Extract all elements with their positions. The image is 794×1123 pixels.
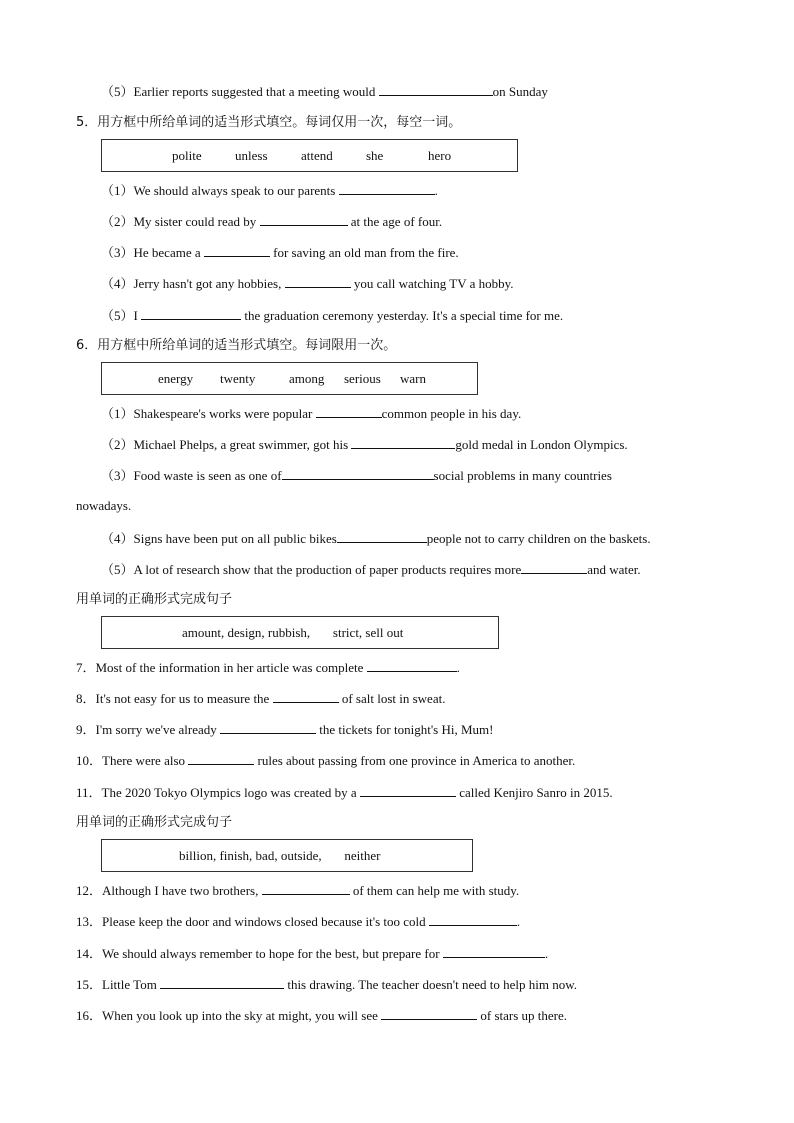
answer-blank[interactable]: [282, 467, 434, 480]
word-box: [101, 139, 518, 172]
word-box-item: attend: [301, 148, 333, 163]
question-line: 10．There were also rules about passing from one province in America to another.: [76, 753, 576, 768]
question-line: （1）We should always speak to our parents .: [101, 183, 438, 198]
word-box-item: twenty: [220, 371, 256, 386]
question-line: 12．Although I have two brothers, of them can help me with study.: [76, 883, 520, 898]
answer-blank[interactable]: [360, 784, 456, 797]
question-line: 11．The 2020 Tokyo Olympics logo was created by a called Kenjiro Sanro in 2015.: [76, 785, 613, 800]
question-line: （1）Shakespeare's works were popular common people in his day.: [101, 406, 522, 421]
question-line: （5）Earlier reports suggested that a meeting would on Sunday: [101, 84, 548, 99]
question-line: （3）Food waste is seen as one of social problems in many countries: [101, 468, 612, 483]
section-title: 5．用方框中所给单词的适当形式填空。每词仅用一次，每空一词。: [76, 115, 462, 130]
answer-blank[interactable]: [260, 213, 348, 226]
answer-blank[interactable]: [351, 436, 455, 449]
question-line: 15．Little Tom this drawing. The teacher doesn't need to help him now.: [76, 977, 578, 992]
question-line: （5）A lot of research show that the production of paper products requires more and water.: [101, 562, 641, 577]
answer-blank[interactable]: [285, 275, 351, 288]
answer-blank[interactable]: [429, 913, 517, 926]
answer-blank[interactable]: [443, 945, 545, 958]
word-box-item: energy: [158, 371, 194, 386]
answer-blank[interactable]: [379, 83, 493, 96]
question-line: 7．Most of the information in her article was complete .: [76, 660, 460, 675]
word-box-item: she: [366, 148, 384, 163]
word-box-item: among: [289, 371, 325, 386]
question-line: （5）I the graduation ceremony yesterday. It's a special time for me.: [101, 308, 564, 323]
word-box-item: unless: [235, 148, 268, 163]
answer-blank[interactable]: [204, 244, 270, 257]
answer-blank[interactable]: [188, 752, 254, 765]
word-box-item: serious: [344, 371, 381, 386]
answer-blank[interactable]: [220, 721, 316, 734]
question-line: 16．When you look up into the sky at might, you will see of stars up there.: [76, 1008, 567, 1023]
answer-blank[interactable]: [262, 882, 350, 895]
word-box: [101, 362, 478, 395]
answer-blank[interactable]: [521, 561, 587, 574]
answer-blank[interactable]: [337, 530, 427, 543]
question-line-continued: nowadays.: [76, 498, 132, 513]
answer-blank[interactable]: [381, 1007, 477, 1020]
question-line: 13．Please keep the door and windows closed because it's too cold .: [76, 914, 521, 929]
section-title: 6．用方框中所给单词的适当形式填空。每词限用一次。: [76, 338, 397, 353]
question-line: 9．I'm sorry we've already the tickets for tonight's Hi, Mum!: [76, 722, 494, 737]
question-line: （3）He became a for saving an old man from the fire.: [101, 245, 459, 260]
word-box: [101, 839, 473, 872]
word-box: [101, 616, 499, 649]
answer-blank[interactable]: [316, 405, 382, 418]
word-box-item: polite: [172, 148, 202, 163]
question-line: 8．It's not easy for us to measure the of salt lost in sweat.: [76, 691, 446, 706]
word-box-words: billion, finish, bad, outside, neither: [179, 848, 381, 863]
answer-blank[interactable]: [367, 659, 457, 672]
word-box-words: amount, design, rubbish, strict, sell out: [182, 625, 404, 640]
question-line: 14．We should always remember to hope for the best, but prepare for .: [76, 946, 549, 961]
answer-blank[interactable]: [273, 690, 339, 703]
question-line: （4）Jerry hasn't got any hobbies, you call watching TV a hobby.: [101, 276, 514, 291]
answer-blank[interactable]: [141, 307, 241, 320]
section-title: 用单词的正确形式完成句子: [76, 592, 233, 607]
answer-blank[interactable]: [160, 976, 284, 989]
question-line: （2）Michael Phelps, a great swimmer, got his gold medal in London Olympics.: [101, 437, 628, 452]
question-line: （2）My sister could read by at the age of four.: [101, 214, 443, 229]
section-title: 用单词的正确形式完成句子: [76, 815, 233, 830]
question-line: （4）Signs have been put on all public bikes people not to carry children on the baskets.: [101, 531, 651, 546]
word-box-item: warn: [400, 371, 426, 386]
word-box-item: hero: [428, 148, 452, 163]
answer-blank[interactable]: [339, 182, 435, 195]
